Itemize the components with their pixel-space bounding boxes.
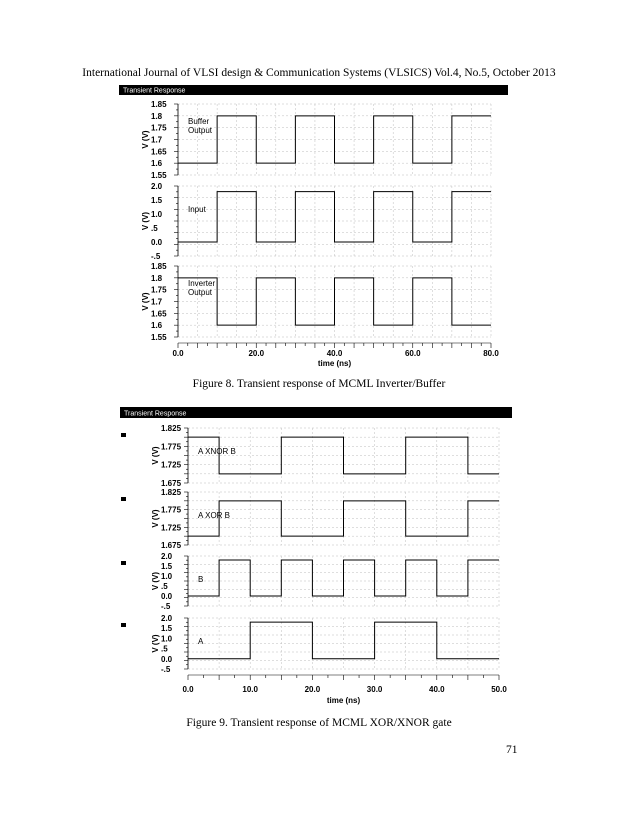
y-tick-label: 1.5 <box>161 562 173 571</box>
y-tick-label: 1.675 <box>161 541 182 550</box>
y-tick-label: 1.5 <box>161 624 173 634</box>
x-tick-label: 40.0 <box>429 685 445 694</box>
y-axis-label: V (V) <box>141 292 150 311</box>
x-axis-label: time (ns) <box>317 359 352 368</box>
signal-label: A XOR B <box>198 511 231 520</box>
y-tick-label: 1.825 <box>161 424 182 433</box>
y-tick-label: 2.0 <box>161 552 173 561</box>
y-tick-label: 2.0 <box>151 182 163 191</box>
y-tick-label: 1.775 <box>161 505 182 515</box>
waveform-panel <box>121 488 499 550</box>
y-tick-label: 1.55 <box>151 333 167 342</box>
y-tick-label: 1.8 <box>151 273 163 283</box>
y-tick-label: 1.0 <box>161 572 173 581</box>
y-tick-label: 1.65 <box>151 147 167 157</box>
x-tick-label: 80.0 <box>483 349 499 358</box>
y-tick-label: 1.85 <box>151 262 167 271</box>
y-tick-label: 1.725 <box>161 523 182 533</box>
x-tick-label: 20.0 <box>304 685 321 694</box>
trace-marker <box>121 497 126 501</box>
x-tick-label: 0.0 <box>172 349 184 358</box>
y-tick-label: 1.75 <box>151 285 167 295</box>
waveform-panel <box>121 614 499 674</box>
y-axis-label: V (V) <box>151 446 160 465</box>
y-tick-label: 1.85 <box>151 100 167 109</box>
y-tick-label: .5 <box>161 582 168 591</box>
y-tick-label: 1.75 <box>151 123 167 133</box>
y-axis-label: V (V) <box>151 634 160 653</box>
y-tick-label: -.5 <box>161 665 171 674</box>
waveform-panel <box>121 552 499 611</box>
signal-label: B <box>198 575 204 584</box>
chart-title: Transient Response <box>123 87 186 95</box>
y-axis-label: V (V) <box>141 211 150 231</box>
y-axis-label: V (V) <box>151 509 160 528</box>
y-tick-label: -.5 <box>151 252 161 261</box>
y-tick-label: 1.0 <box>151 210 163 219</box>
signal-label: Output <box>188 288 213 297</box>
signal-label: A <box>198 637 204 646</box>
page-number: 71 <box>506 744 518 756</box>
y-tick-label: 1.7 <box>151 297 163 307</box>
signal-label: Input <box>188 205 206 214</box>
x-tick-label: 30.0 <box>366 685 383 694</box>
journal-header: International Journal of VLSI design & Communication Systems (VLSICS) Vol.4, No.5, October 2013 <box>82 67 556 79</box>
x-tick-label: 40.0 <box>326 349 343 358</box>
y-tick-label: 0.0 <box>151 238 163 247</box>
y-tick-label: 0.0 <box>161 654 173 664</box>
y-tick-label: 0.0 <box>161 592 173 601</box>
x-tick-label: 10.0 <box>242 685 258 694</box>
figure-9-caption: Figure 9. Transient response of MCML XOR/XNOR gate <box>186 717 452 729</box>
trace-marker <box>121 623 126 627</box>
trace-marker <box>121 561 126 565</box>
y-tick-label: 1.8 <box>151 111 163 121</box>
y-tick-label: 1.65 <box>151 309 167 319</box>
y-tick-label: 1.675 <box>161 479 182 488</box>
x-axis-label: time (ns) <box>326 696 361 705</box>
y-axis-label: V (V) <box>151 571 160 591</box>
x-tick-label: 50.0 <box>491 685 507 694</box>
signal-label: A XNOR B <box>198 447 236 456</box>
signal-label: Inverter <box>188 279 216 288</box>
waveform-panel <box>121 424 499 488</box>
x-tick-label: 0.0 <box>182 685 194 694</box>
y-tick-label: .5 <box>151 224 158 233</box>
y-tick-label: 1.0 <box>161 634 173 644</box>
signal-label: Output <box>188 126 213 135</box>
y-tick-label: 1.725 <box>161 460 182 470</box>
y-tick-label: .5 <box>161 644 168 654</box>
y-tick-label: 1.825 <box>161 488 182 497</box>
y-tick-label: 1.6 <box>151 159 163 169</box>
y-tick-label: 1.775 <box>161 442 182 452</box>
y-axis-label: V (V) <box>141 130 150 149</box>
trace-marker <box>121 433 126 437</box>
figure-8-caption: Figure 8. Transient response of MCML Inverter/Buffer <box>192 378 446 390</box>
y-tick-label: 1.55 <box>151 171 167 180</box>
y-tick-label: 1.7 <box>151 135 163 145</box>
chart-title: Transient Response <box>124 410 187 418</box>
signal-trace <box>188 560 499 596</box>
x-tick-label: 20.0 <box>248 349 265 358</box>
y-tick-label: 1.5 <box>151 196 163 205</box>
signal-label: Buffer <box>188 117 210 126</box>
x-tick-label: 60.0 <box>404 349 421 358</box>
y-tick-label: 1.6 <box>151 321 163 331</box>
y-tick-label: -.5 <box>161 602 171 611</box>
y-tick-label: 2.0 <box>161 614 173 623</box>
